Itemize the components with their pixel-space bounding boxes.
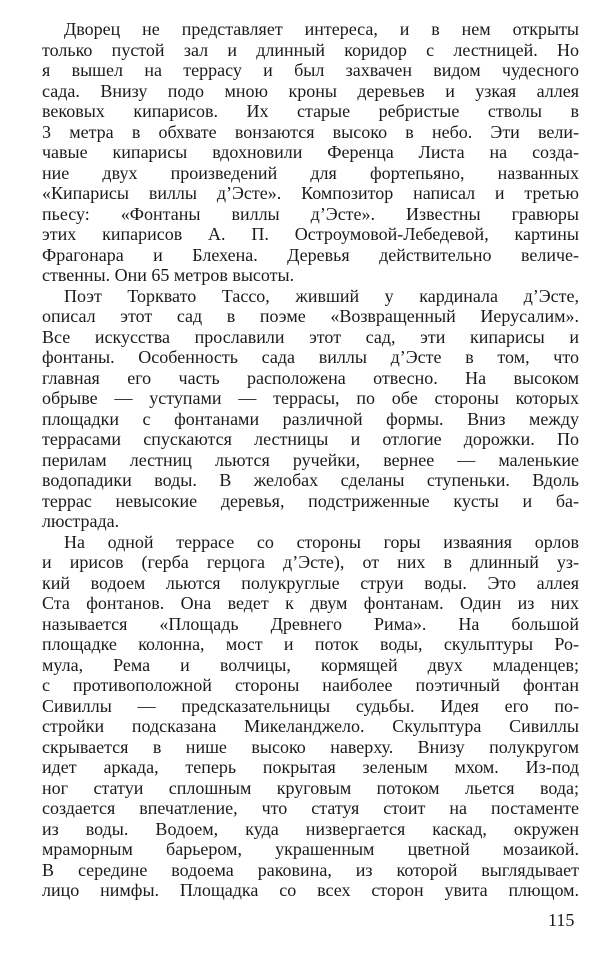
text-line: террасами спускаются лестницы и отлогие дорожки. По: [42, 429, 579, 449]
text-line: В середине водоема раковина, из которой выглядывает: [42, 859, 579, 880]
text-line: называется «Площадь Древнего Рима». На большой: [42, 613, 579, 634]
text-line: главная его часть расположена отвесно. На высоком: [42, 367, 579, 388]
text-line: На одной террасе со стороны горы изваяния орлов: [64, 531, 579, 552]
paragraph: [42, 532, 579, 901]
text-line: из воды. Водоем, куда низвергается каскад, окружен: [42, 818, 579, 839]
text-line: террас невысокие деревья, подстриженные кусты и ба-: [42, 490, 579, 511]
body-text: [42, 19, 579, 901]
paragraph: [42, 286, 579, 532]
text-line: чавые кипарисы вдохновили Ференца Листа на созда-: [42, 142, 579, 162]
text-line: перилам лестниц льются ручейки, вернее — маленькие: [42, 449, 579, 470]
text-line: водопадики воды. В желобах сделаны ступеньки. Вдоль: [42, 470, 579, 490]
text-line: люстрада.: [42, 511, 120, 531]
text-line: только пустой зал и длинный коридор с лестницей. Но: [42, 39, 579, 60]
text-line: «Кипарисы виллы д’Эсте». Композитор написал и третью: [42, 183, 579, 203]
text-line: Поэт Торквато Тассо, живший у кардинала д’Эсте,: [64, 285, 579, 306]
text-line: Все искусства прославили этот сад, эти кипарисы и: [42, 326, 579, 347]
text-line: пьесу: «Фонтаны виллы д’Эсте». Известны гравюры: [42, 203, 579, 224]
text-line: идет аркада, теперь покрытая зеленым мхом. Из-под: [42, 757, 579, 777]
text-line: площадки с фонтанами различной формы. Вниз между: [42, 408, 579, 429]
text-line: Фрагонара и Блехена. Деревья действительно величе-: [42, 244, 579, 265]
text-line: создается впечатление, что статуя стоит на постаменте: [42, 798, 579, 818]
text-line: я вышел на террасу и был захвачен видом чудесного: [42, 60, 579, 80]
text-line: и ирисов (герба герцога д’Эсте), от них в длинный уз-: [42, 552, 579, 572]
text-line: кий водоем льются полукруглые струи воды. Это аллея: [42, 572, 579, 593]
text-line: вековых кипарисов. Их старые ребристые стволы в: [42, 101, 579, 121]
text-line: 3 метра в обхвате вонзаются высоко в небо. Эти вели-: [42, 121, 579, 142]
text-line: этих кипарисов А. П. Остроумовой-Лебедевой, картины: [42, 224, 579, 244]
text-line: Дворец не представляет интереса, и в нем открыты: [64, 19, 579, 39]
text-line: Сивиллы — предсказательницы судьбы. Идея его по-: [42, 695, 579, 716]
text-line: ног статуи сплошным круговым потоком льется вода;: [42, 777, 579, 798]
text-line: сада. Внизу подо мною кроны деревьев и узкая аллея: [42, 80, 579, 101]
text-line: мула, Рема и волчицы, кормящей двух младенцев;: [42, 654, 579, 675]
text-line: Ста фонтанов. Она ведет к двум фонтанам. Один из них: [42, 593, 579, 613]
text-line: скрывается в нише высоко наверху. Внизу полукругом: [42, 736, 579, 757]
text-line: ние двух произведений для фортепьяно, названных: [42, 162, 579, 183]
paragraph: [42, 19, 579, 286]
text-line: с противоположной стороны наиболее поэтичный фонтан: [42, 675, 579, 695]
text-line: обрыве — уступами — террасы, по обе стороны которых: [42, 388, 579, 408]
text-line: фонтаны. Особенность сада виллы д’Эсте в том, что: [42, 347, 579, 367]
page-number: 115: [548, 910, 575, 930]
text-line: ственны. Они 65 метров высоты.: [42, 265, 295, 285]
text-line: площадке колонна, мост и поток воды, скульптуры Ро-: [42, 634, 579, 654]
text-line: описал этот сад в поэме «Возвращенный Иерусалим».: [42, 306, 579, 326]
text-line: лицо нимфы. Площадка со всех сторон увита плющом.: [42, 880, 579, 900]
text-line: мраморным барьером, украшенным цветной мозаикой.: [42, 839, 579, 859]
text-line: стройки подсказана Микеланджело. Скульптура Сивиллы: [42, 716, 579, 736]
